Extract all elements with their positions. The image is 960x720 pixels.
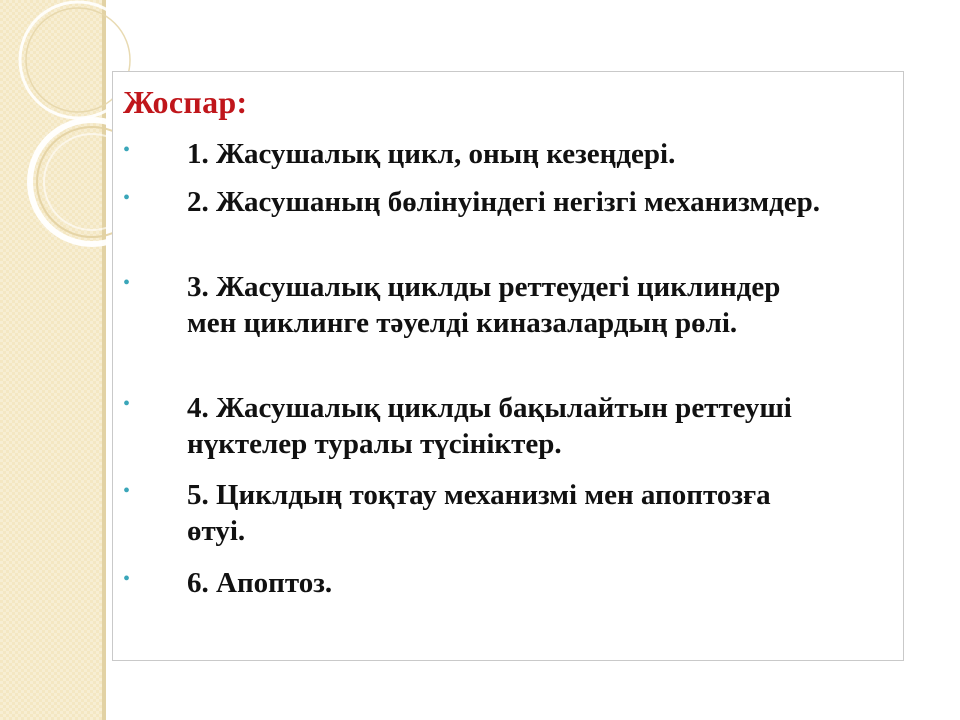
list-item-text: 2. Жасушаның бөлінуіндегі негізгі механизмдер. xyxy=(187,186,820,218)
slide-title: Жоспар: xyxy=(123,84,248,120)
bullet-icon: • xyxy=(123,393,131,415)
bullet-icon: • xyxy=(123,480,131,502)
bullet-icon: • xyxy=(123,568,131,590)
bullet-icon: • xyxy=(123,139,131,161)
list-item-text: 4. Жасушалық циклды бақылайтын реттеуші нүктелер туралы түсініктер. xyxy=(187,392,792,460)
list-item-text: 6. Апоптоз. xyxy=(187,567,333,599)
slide-content-box xyxy=(112,71,904,661)
list-item-text: 3. Жасушалық циклды реттеудегі циклиндер мен циклинге тәуелді киназалардың рөлі. xyxy=(187,271,781,339)
list-item-text: 1. Жасушалық цикл, оның кезеңдері. xyxy=(187,138,676,170)
list-item-text: 5. Циклдың тоқтау механизмі мен апоптозға өтуі. xyxy=(187,479,771,547)
bullet-icon: • xyxy=(123,187,131,209)
bullet-icon: • xyxy=(123,272,131,294)
